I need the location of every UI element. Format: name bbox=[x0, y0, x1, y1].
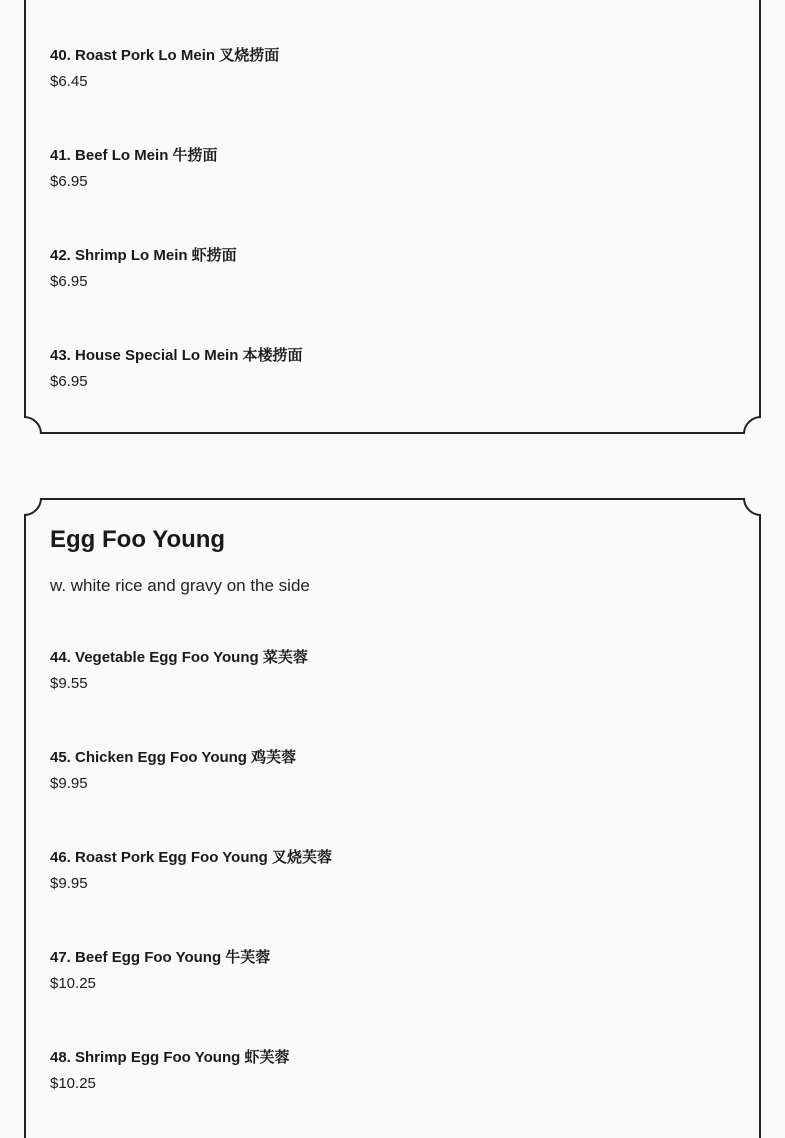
corner-mask bbox=[741, 478, 781, 498]
menu-item-41[interactable] bbox=[50, 146, 218, 192]
corner-mask bbox=[741, 434, 781, 454]
item-price: $10.25 bbox=[50, 975, 96, 992]
menu-item-43[interactable] bbox=[50, 346, 303, 392]
item-price: $9.55 bbox=[50, 675, 88, 692]
egg-foo-young-section bbox=[24, 498, 761, 1138]
lo-mein-section bbox=[24, 0, 761, 434]
item-name: 41. Beef Lo Mein 牛捞面 bbox=[50, 147, 218, 164]
item-name: 43. House Special Lo Mein 本楼捞面 bbox=[50, 347, 303, 364]
menu-item-46[interactable] bbox=[50, 848, 332, 894]
corner-mask bbox=[4, 478, 44, 498]
item-name: 40. Roast Pork Lo Mein 叉烧捞面 bbox=[50, 47, 280, 64]
menu-item-48[interactable] bbox=[50, 1048, 289, 1094]
item-price: $6.45 bbox=[50, 73, 88, 90]
item-price: $9.95 bbox=[50, 775, 88, 792]
section-description: w. white rice and gravy on the side bbox=[50, 576, 310, 595]
menu-item-45[interactable] bbox=[50, 748, 296, 794]
menu-item-47[interactable] bbox=[50, 948, 270, 994]
item-name: 48. Shrimp Egg Foo Young 虾芙蓉 bbox=[50, 1049, 290, 1066]
item-name: 46. Roast Pork Egg Foo Young 叉烧芙蓉 bbox=[50, 849, 332, 866]
menu-item-42[interactable] bbox=[50, 246, 237, 292]
corner-mask bbox=[4, 434, 44, 454]
item-price: $6.95 bbox=[50, 273, 88, 290]
section-title: Egg Foo Young bbox=[50, 526, 226, 553]
item-price: $6.95 bbox=[50, 373, 88, 390]
item-price: $9.95 bbox=[50, 875, 88, 892]
item-name: 44. Vegetable Egg Foo Young 菜芙蓉 bbox=[50, 649, 308, 666]
menu-item-40[interactable] bbox=[50, 46, 279, 92]
item-name: 42. Shrimp Lo Mein 虾捞面 bbox=[50, 247, 237, 264]
item-name: 45. Chicken Egg Foo Young 鸡芙蓉 bbox=[50, 749, 297, 766]
menu-item-44[interactable] bbox=[50, 648, 308, 694]
item-price: $10.25 bbox=[50, 1075, 96, 1092]
item-price: $6.95 bbox=[50, 173, 88, 190]
item-name: 47. Beef Egg Foo Young 牛芙蓉 bbox=[50, 949, 271, 966]
